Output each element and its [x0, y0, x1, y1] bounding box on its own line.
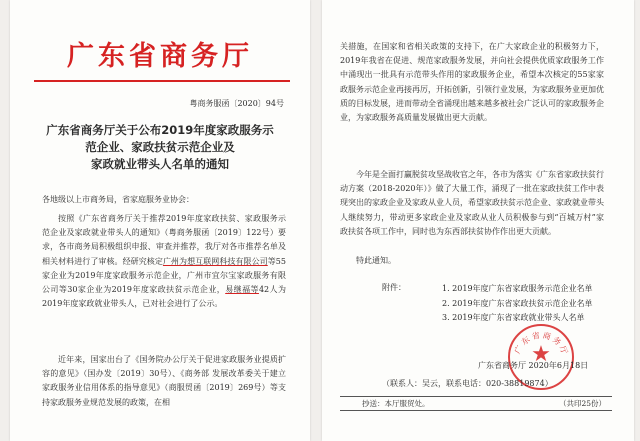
red-divider — [34, 80, 290, 82]
footer-rule — [340, 396, 612, 397]
body-paragraph — [42, 212, 286, 311]
body-text: 按照《广东省商务厅关于推荐2019年度家政扶贫、家政服务示范企业及家政就业带头人的通知》（粤商务服函〔2019〕122号）要求，各市商务局积极组织申报、审查并推荐，我厅对各市推荐名单及相关材料进行了审核。经研究核定 — [42, 214, 286, 266]
body-paragraph: 近年来，国家出台了《国务院办公厅关于促进家政服务业提质扩容的意见》（国办发〔2019〕30号）、《商务部 发展改革委关于建立家政服务业信用体系的指导意见》（商服贸函〔2019〕269号）等支持家政服务业规范发展的政策，在相 — [42, 355, 286, 407]
document-title — [28, 122, 292, 173]
addressee: 各地级以上市商务局，省家庭服务业协会： — [42, 195, 194, 204]
document-header-title: 广东省商务厅 — [67, 41, 253, 72]
attachment-item: 1. 2019年度广东省家政服务示范企业名单 — [442, 284, 593, 293]
closing-line: 特此通知。 — [356, 256, 396, 265]
cc-line: 抄送：本厅服贸处。 — [362, 399, 430, 408]
body-text: 等55家企业为2019年度家政服务示范企业，广州市宜尔宝家政服务有限公司等30家企业为2019年度家政扶贫示范企业， — [42, 256, 286, 295]
seal-name: 广东省商务厅 — [512, 330, 570, 358]
right-page — [322, 0, 634, 441]
title-line: 范企业、家政扶贫示范企业及 — [85, 140, 235, 154]
attachment-item: 3. 2019年度广东省家政就业带头人名单 — [442, 313, 585, 322]
star-icon: ★ — [531, 342, 551, 367]
attachment-item: 2. 2019年度广东省家政扶贫示范企业名单 — [442, 298, 593, 308]
body-paragraph: 今年是全面打赢脱贫攻坚战收官之年，各市为落实《广东省家政扶贫行动方案（2018-2020年）》做了大量工作，涌现了一批在家政扶贫工作中表现突出的家政企业及家政从业人员，希望家政扶贫示范企业、家政就业带头人继续努力，带动更多家政企业及家政从业人员积极参与到“百城万村”家政扶贫各项工作中，同时也为东西部扶贫协作作出更大贡献。 — [340, 170, 604, 236]
underlined-company: 广州为想互联网科技有限公司 — [162, 256, 268, 266]
document-number: 粤商务服函〔2020〕94号 — [189, 99, 284, 108]
title-line: 家政就业带头人名单的通知 — [91, 157, 229, 171]
footer-rule — [340, 410, 612, 411]
contact-info: （联系人：吴云，联系电话：020-38819874） — [382, 379, 553, 388]
sign-date: 广东省商务厅 2020年6月18日 — [478, 361, 589, 370]
attachment-label: 附件： — [382, 283, 406, 292]
copy-count: （共印25份） — [558, 399, 606, 408]
body-paragraph: 关措施，在国家和省相关政策的支持下，在广大家政企业的积极努力下，2019年我省在促进、规范家政服务发展，并向社会提供优质家政服务工作中涌现出一批具有示范带头作用的家政服务企业，希望本次核定的55家家政服务示范企业再接再厉，开拓创新，引领行业发展，为家政服务业更加优质的目标发展，进而带动全省涌现出越来越多被社会广泛认可的家政服务企业，为家政服务高质量发展做出更大贡献。 — [340, 42, 604, 123]
title-line: 广东省商务厅关于公布2019年度家政服务示 — [46, 123, 274, 137]
body-text: 42人为2019年度家政就业带头人，已对社会进行了公示。 — [42, 285, 286, 309]
left-page — [10, 0, 310, 441]
underlined-name: 易继福等 — [225, 285, 259, 295]
attachment-list — [442, 282, 593, 326]
